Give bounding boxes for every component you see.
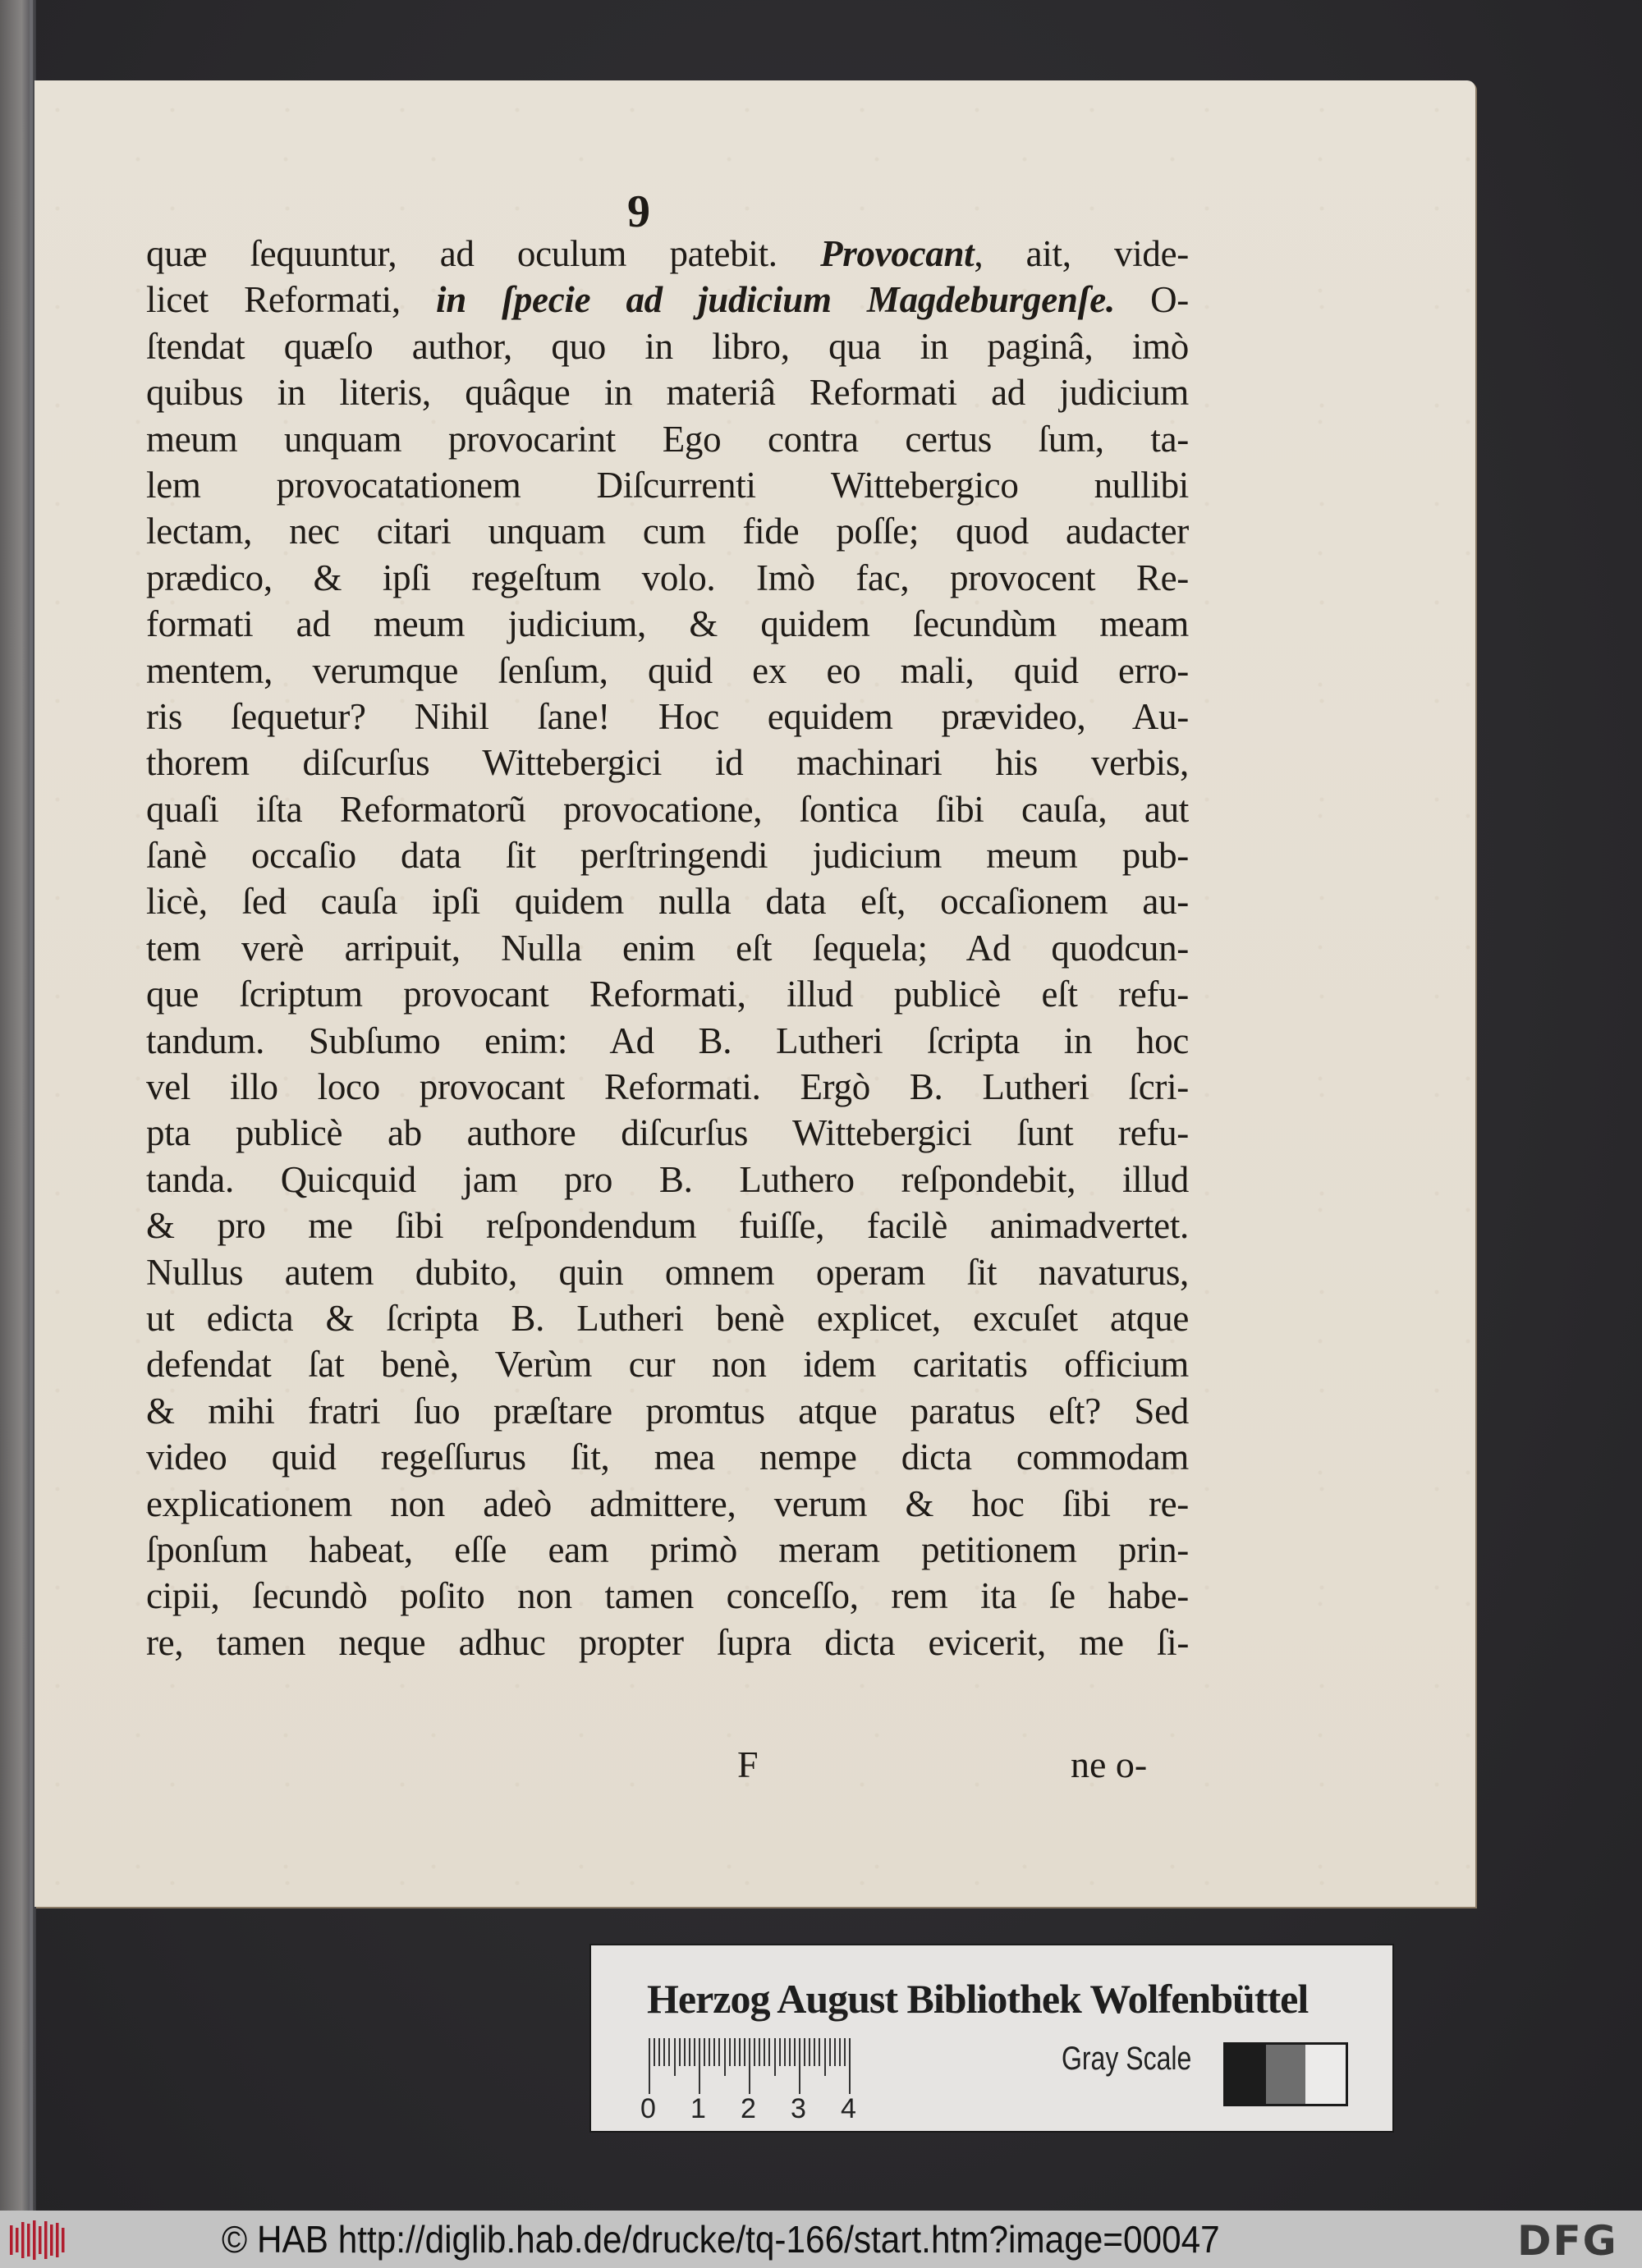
ruler-tick [789,2038,791,2066]
ruler-tick [759,2038,760,2066]
ruler-tick [799,2038,800,2094]
italic-phrase: in ſpecie ad judicium Magdeburgenſe. [436,279,1115,321]
ruler-tick [819,2038,820,2066]
text-line: mentem, verumque ſenſum, quid ex eo mali, quid erro- [146,649,1189,691]
ruler-number: 4 [841,2093,856,2124]
ruler-tick [809,2038,810,2066]
ruler-tick [749,2038,750,2094]
gray-scale-label: Gray Scale [1062,2041,1192,2077]
ruler-tick [754,2038,755,2066]
ruler-tick [694,2038,695,2066]
ruler-tick [734,2038,736,2066]
text-line: lectam, nec citari unquam cum fide poſſe; quod audacter [146,511,1189,552]
ruler-tick [814,2038,815,2066]
footer-bar [0,2211,1642,2268]
ruler-tick [704,2038,705,2066]
text-line: re, tamen neque adhuc propter ſupra dicta evicerit, me ſi- [146,1621,1189,1663]
glass-plate-line [30,0,33,2211]
text-line: thorem diſcurſus Wittebergici id machinari his verbis, [146,742,1189,784]
text-line: prædico, & ipſi regeſtum volo. Imò fac, provocent Re- [146,557,1189,598]
ruler-tick [829,2038,831,2066]
ruler-tick [804,2038,805,2066]
ruler-tick [674,2038,676,2076]
text-line: explicationem non adeò admittere, verum & hoc ſibi re- [146,1482,1189,1524]
ruler-tick [824,2038,826,2076]
ruler-tick [779,2038,781,2066]
text-line: ſponſum habeat, eſſe eam primò meram petitionem prin- [146,1528,1189,1570]
body-text [146,231,1189,1665]
ruler-number: 1 [690,2093,706,2124]
ruler-number: 2 [741,2093,756,2124]
text-line: que ſcriptum provocant Reformati, illud publicè eſt refu- [146,974,1189,1015]
text-line: quæ ſequuntur, ad oculum patebit. Provocant, ait, vide- [146,233,1189,274]
ruler-tick [764,2038,765,2066]
text-line: ris ſequetur? Nihil ſane! Hoc equidem prævideo, Au- [146,695,1189,737]
text-line: pta publicè ab authore diſcurſus Wittebergici ſunt refu- [146,1112,1189,1154]
text-line: & pro me ſibi reſpondendum fuiſſe, facilè animadvertet. [146,1205,1189,1247]
ruler-tick [744,2038,745,2066]
text-line: vel illo loco provocant Reformati. Ergò B. Lutheri ſcri- [146,1066,1189,1108]
gray-swatch [1305,2045,1346,2104]
ruler-tick [724,2038,726,2076]
text-line: quaſi iſta Reformatorũ provocatione, ſontica ſibi cauſa, aut [146,788,1189,830]
hab-logo-icon [7,2219,69,2261]
ruler-tick [768,2038,770,2066]
text-line: & mihi fratri ſuo præſtare promtus atque paratus eſt? Sed [146,1390,1189,1432]
ruler-tick [794,2038,796,2066]
text-line: ut edicta & ſcripta B. Lutheri benè explicet, excuſet atque [146,1297,1189,1339]
ruler-tick [774,2038,776,2076]
ruler-tick [684,2038,686,2066]
ruler-tick [839,2038,841,2066]
ruler-tick [844,2038,846,2066]
text-line: lem provocatationem Diſcurrenti Wittebergico nullibi [146,464,1189,506]
ruler-tick [663,2038,665,2066]
ruler-tick [739,2038,741,2066]
ruler-tick [709,2038,710,2066]
catchword: ne o- [1071,1743,1148,1785]
book-page [34,80,1475,1907]
text-line: formati ad meum judicium, & quidem ſecundùm meam [146,603,1189,645]
italic-phrase: Provocant [820,233,975,274]
ruler-tick [784,2038,786,2066]
ruler-tick [834,2038,836,2066]
ruler-tick [689,2038,690,2066]
copyright-link[interactable]: © HAB http://diglib.hab.de/drucke/tq-166/start.htm?image=00047 [222,2218,1220,2261]
text-line: licet Reformati, in ſpecie ad judicium Magdeburgenſe. O- [146,279,1189,321]
ruler-numbers [640,2093,887,2126]
gray-swatch [1226,2045,1266,2104]
text-line: tem verè arripuit, Nulla enim eſt ſequela; Ad quodcun- [146,927,1189,969]
text-line: ſanè occaſio data ſit perſtringendi judicium meum pub- [146,835,1189,877]
ruler-tick [718,2038,720,2066]
page-number: 9 [627,186,650,237]
library-name: Herzog August Bibliothek Wolfenbüttel [647,1976,1309,2022]
text-line: video quid regeſſurus ſit, mea nempe dicta commodam [146,1436,1189,1478]
text-line: licè, ſed cauſa ipſi quidem nulla data eſt, occaſionem au- [146,881,1189,923]
ruler-scale [649,2038,854,2096]
ruler-tick [668,2038,670,2066]
text-line: tanda. Quicquid jam pro B. Luthero reſpondebit, illud [146,1158,1189,1200]
text-line: Nullus autem dubito, quin omnem operam ſit navaturus, [146,1251,1189,1293]
ruler-tick [713,2038,715,2066]
ruler-tick [654,2038,655,2066]
ruler-tick [699,2038,700,2094]
signature-mark: F [737,1743,759,1785]
ruler-tick [649,2038,650,2094]
text-line: meum unquam provocarint Ego contra certus ſum, ta- [146,418,1189,460]
ruler-tick [658,2038,660,2066]
library-color-chart [589,1944,1394,2133]
text-line: cipii, ſecundò poſito non tamen conceſſo, rem ita ſe habe- [146,1575,1189,1617]
ruler-tick [849,2038,851,2094]
ruler-tick [729,2038,731,2066]
text-line: quibus in literis, quâque in materiâ Reformati ad judicium [146,372,1189,414]
gray-swatch [1266,2045,1306,2104]
gray-scale-swatches [1223,2042,1348,2106]
ruler-number: 0 [640,2093,656,2124]
dfg-logo-icon: DFG [1517,2217,1618,2265]
ruler-number: 3 [791,2093,806,2124]
text-line: defendat ſat benè, Verùm cur non idem caritatis officium [146,1344,1189,1386]
ruler-tick [679,2038,681,2066]
text-line: ſtendat quæſo author, quo in libro, qua in paginâ, imò [146,325,1189,367]
text-line: tandum. Subſumo enim: Ad B. Lutheri ſcripta in hoc [146,1019,1189,1061]
